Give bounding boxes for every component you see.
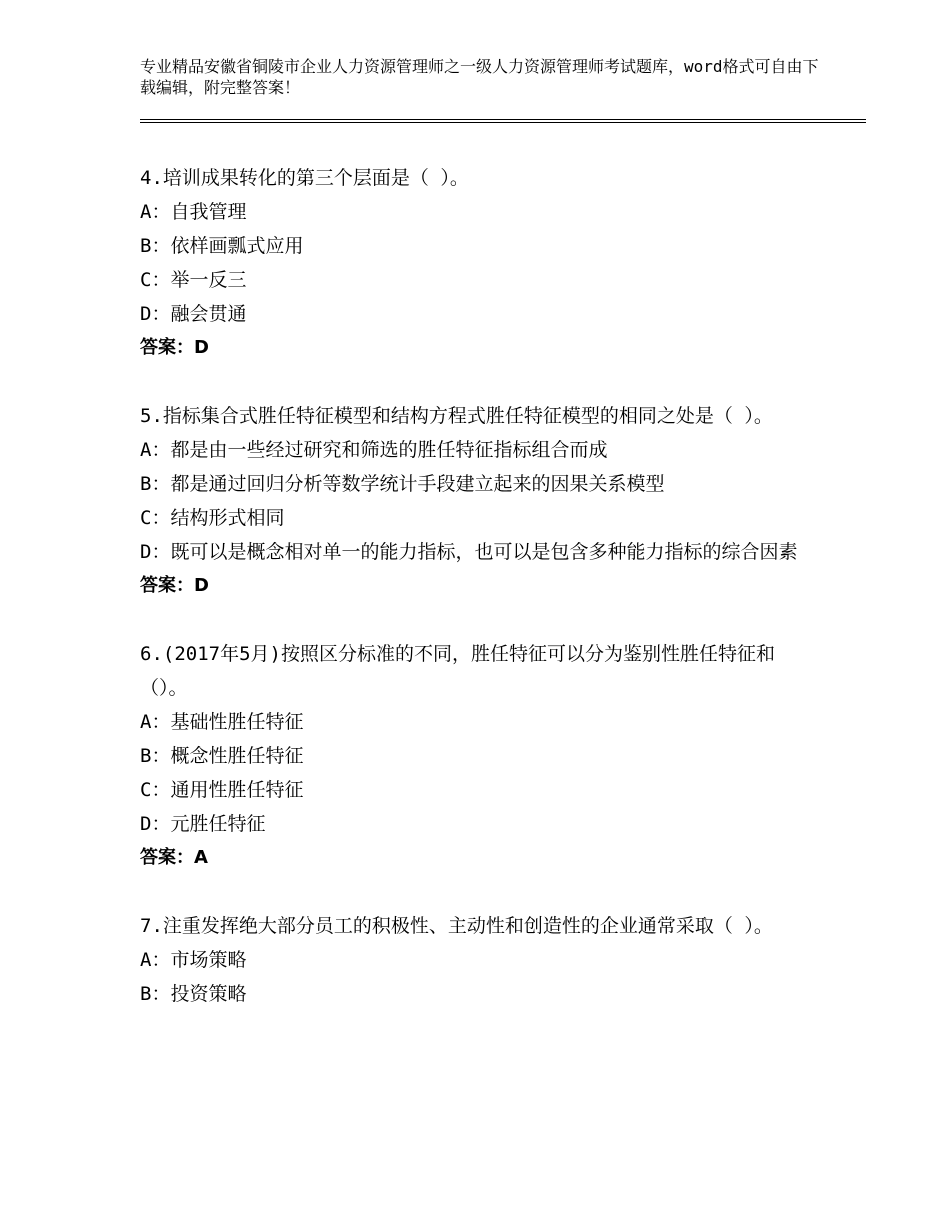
option-c: C：结构形式相同 <box>140 507 285 529</box>
question-7 <box>140 909 866 1011</box>
question-stem: 4.培训成果转化的第三个层面是（ ）。 <box>140 167 469 189</box>
document-header: 专业精品安徽省铜陵市企业人力资源管理师之一级人力资源管理师考试题库，word格式可自由下载编辑，附完整答案！ <box>140 57 819 97</box>
option-d: D：元胜任特征 <box>140 813 266 835</box>
option-d: D：融会贯通 <box>140 303 247 325</box>
option-b: B：概念性胜任特征 <box>140 745 304 767</box>
option-b: B：都是通过回归分析等数学统计手段建立起来的因果关系模型 <box>140 473 665 495</box>
header-divider <box>140 119 866 123</box>
option-b: B：投资策略 <box>140 983 247 1005</box>
question-list <box>140 161 866 1011</box>
question-4 <box>140 161 866 365</box>
answer-label: 答案：D <box>140 575 209 596</box>
option-d: D：既可以是概念相对单一的能力指标，也可以是包含多种能力指标的综合因素 <box>140 541 798 563</box>
question-stem: 6.(2017年5月)按照区分标准的不同，胜任特征可以分为鉴别性胜任特征和（）。 <box>140 643 775 699</box>
option-a: A：都是由一些经过研究和筛选的胜任特征指标组合而成 <box>140 439 608 461</box>
option-a: A：市场策略 <box>140 949 247 971</box>
answer-label: 答案：D <box>140 337 209 358</box>
question-stem: 5.指标集合式胜任特征模型和结构方程式胜任特征模型的相同之处是（ ）。 <box>140 405 773 427</box>
option-b: B：依样画瓢式应用 <box>140 235 304 257</box>
question-6 <box>140 637 866 875</box>
answer-label: 答案：A <box>140 847 208 868</box>
option-a: A：自我管理 <box>140 201 247 223</box>
document-page <box>140 56 866 1045</box>
question-stem: 7.注重发挥绝大部分员工的积极性、主动性和创造性的企业通常采取（ ）。 <box>140 915 773 937</box>
option-c: C：通用性胜任特征 <box>140 779 304 801</box>
option-a: A：基础性胜任特征 <box>140 711 304 733</box>
option-c: C：举一反三 <box>140 269 247 291</box>
question-5 <box>140 399 866 603</box>
